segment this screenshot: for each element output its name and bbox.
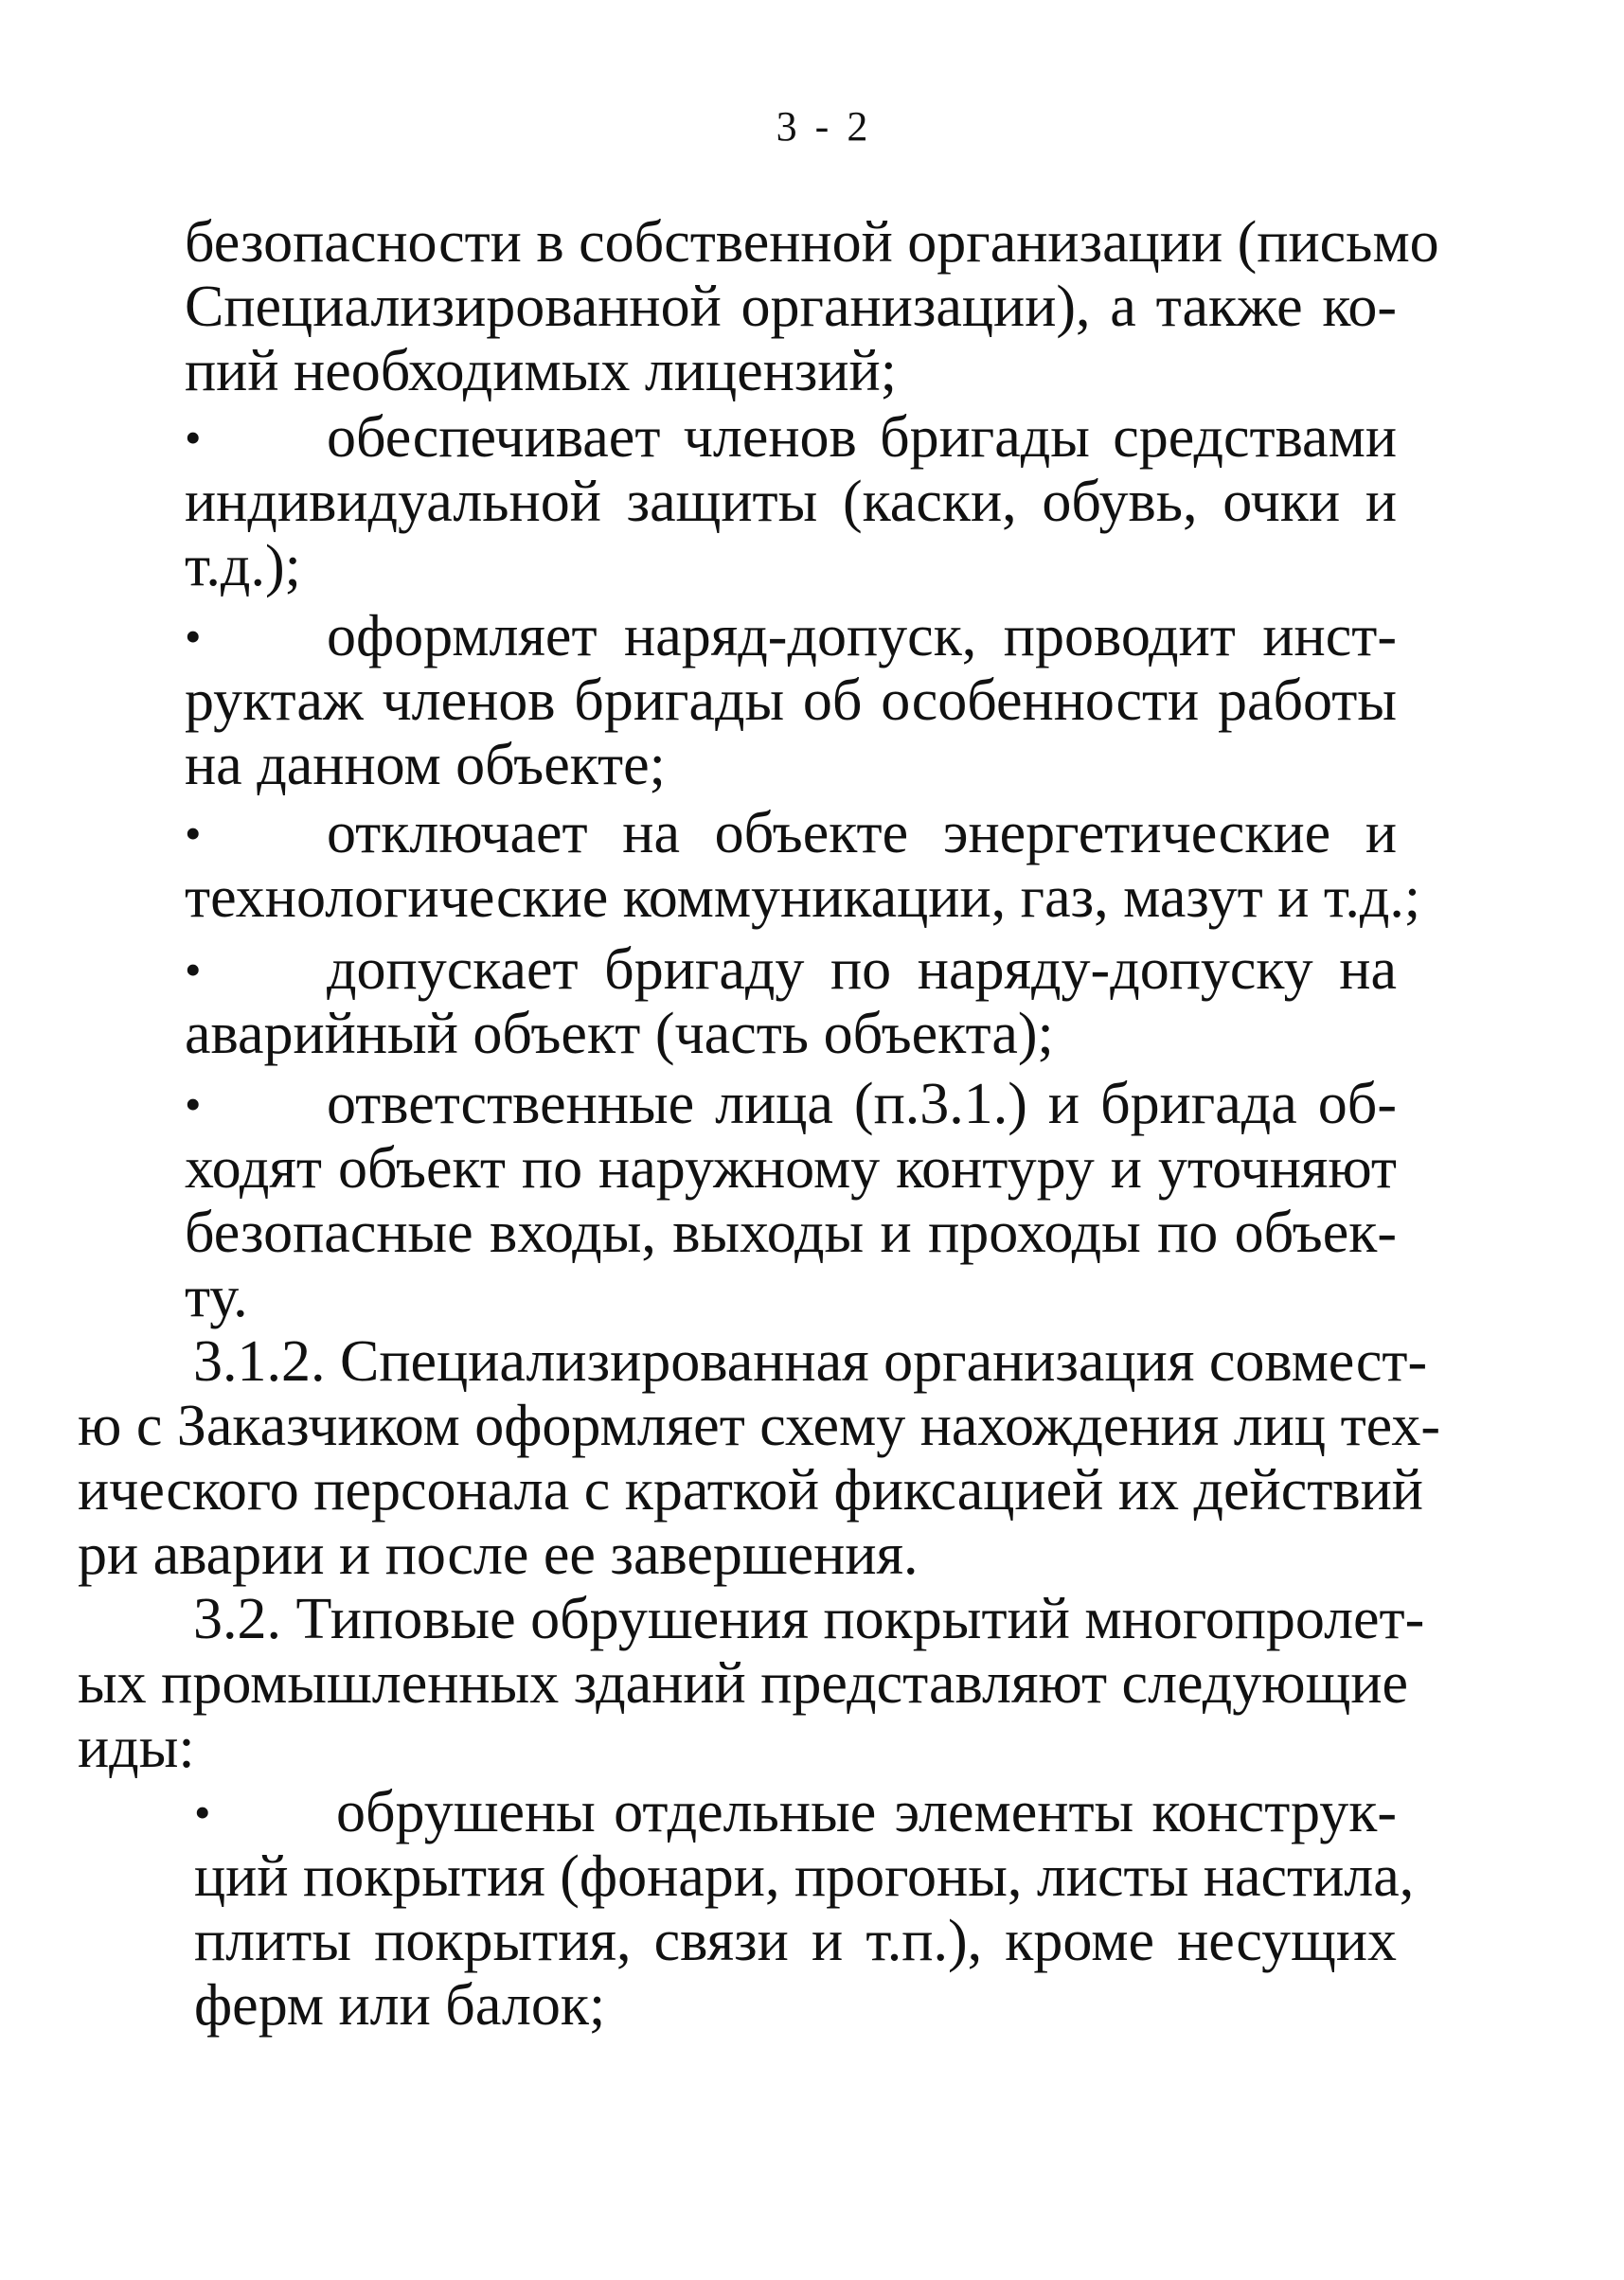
text-line: Специализированной организации), а также ко- — [185, 275, 1397, 339]
list-item — [185, 937, 1397, 1066]
list-item-text: обеспечивает членов бригады средствами — [327, 405, 1397, 470]
text-line: ферм или балок; — [194, 1973, 606, 2038]
text-line: безопасности в собственной организации (письмо — [185, 210, 1439, 275]
list-item — [194, 1780, 1415, 2038]
bullet-icon: • — [185, 1078, 202, 1131]
list-item-text: обрушены отдельные элементы конструк- — [336, 1780, 1397, 1844]
text-line: ического персонала с краткой фиксацией их действий — [78, 1458, 1423, 1523]
text-line: ю с Заказчиком оформляет схему нахождения лиц тех- — [78, 1394, 1441, 1458]
list-item-text: ответственные лица (п.3.1.) и бригада об- — [327, 1072, 1397, 1136]
list-item — [185, 405, 1397, 598]
text-line: ых промышленных зданий представляют следующие — [78, 1651, 1409, 1716]
text-line: аварийный объект (часть объекта); — [185, 1002, 1054, 1066]
bullet-icon: • — [185, 807, 202, 860]
text-line: ту. — [185, 1265, 248, 1329]
text-line: 3.2. Типовые обрушения покрытий многопролет- — [193, 1587, 1425, 1651]
paragraph-3-1-2 — [78, 1329, 1441, 1587]
text-line: т.д.); — [185, 534, 301, 598]
text-line: иды: — [78, 1716, 195, 1780]
paragraph-3-2 — [78, 1587, 1425, 1780]
list-item — [185, 604, 1397, 797]
list-item-text: отключает на объекте энергетические и — [327, 801, 1397, 865]
text-line: безопасные входы, выходы и проходы по объек- — [185, 1201, 1397, 1265]
text-line: 3.1.2. Специализированная организация совмест- — [193, 1329, 1428, 1394]
bullet-icon: • — [185, 943, 202, 996]
text-line: на данном объекте; — [185, 733, 666, 797]
text-line: пий необходимых лицензий; — [185, 339, 897, 403]
list-item-text: допускает бригаду по наряду-допуску на — [327, 937, 1397, 1002]
text-line: индивидуальной защиты (каски, обувь, очки и — [185, 470, 1397, 534]
text-line: руктаж членов бригады об особенности работы — [185, 668, 1397, 733]
bullet-icon: • — [185, 411, 202, 464]
list-item — [185, 1072, 1397, 1329]
page-number: 3 - 2 — [776, 103, 872, 150]
bullet-icon: • — [185, 610, 202, 663]
list-item-text: оформляет наряд-допуск, проводит инст- — [327, 604, 1397, 668]
text-line: ходят объект по наружному контуру и уточняют — [185, 1136, 1397, 1201]
text-line: ри аварии и после ее завершения. — [78, 1523, 919, 1587]
intro-paragraph — [185, 210, 1439, 403]
text-line: технологические коммуникации, газ, мазут и т.д.; — [185, 865, 1421, 930]
list-item — [185, 801, 1421, 930]
text-line: плиты покрытия, связи и т.п.), кроме несущих — [194, 1909, 1397, 1973]
bullet-icon: • — [194, 1786, 211, 1839]
text-line: ций покрытия (фонари, прогоны, листы настила, — [194, 1844, 1415, 1909]
